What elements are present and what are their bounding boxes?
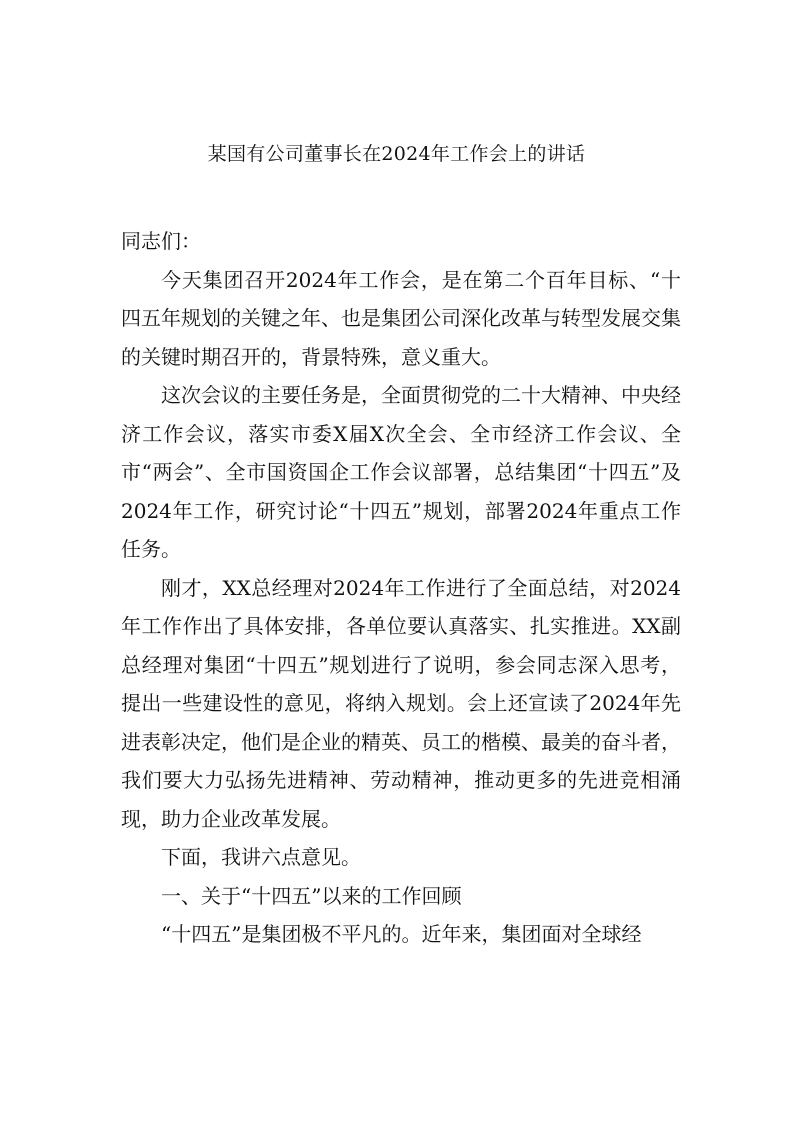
paragraph-section-1: “十四五”是集团极不平凡的。近年来，集团面对全球经	[161, 922, 642, 946]
paragraph-review: 刚才，XX总经理对2024年工作进行了全面总结，对2024年工作作出了具体安排，各单位要认真落实、扎实推进。XX副总经理对集团“十四五”规划进行了说明，参会同志深入思考，提出一些建设性的意见，将纳入规划。会上还宣读了2024年先进表彰决定，他们是企业的精英、员工的楷模、最美的奋斗者，我们要大力弘扬先进精神、劳动精神，推动更多的先进竞相涌现，助力企业改革发展。	[121, 575, 681, 831]
document-title: 某国有公司董事长在2024年工作会上的讲话	[207, 143, 586, 165]
section-heading-1: 一、关于“十四五”以来的工作回顾	[161, 883, 462, 908]
document-body	[121, 222, 681, 954]
salutation: 同志们：	[121, 229, 201, 253]
paragraph-main-tasks: 这次会议的主要任务是，全面贯彻党的二十大精神、中央经济工作会议，落实市委X届X次全会、全市经济工作会议、全市“两会”、全市国资国企工作会议部署，总结集团“十四五”及2024年工作，研究讨论“十四五”规划，部署2024年重点工作任务。	[121, 383, 681, 561]
paragraph-opening: 今天集团召开2024年工作会，是在第二个百年目标、“十四五年规划的关键之年、也是集团公司深化改革与转型发展交集的关键时期召开的，背景特殊，意义重大。	[121, 267, 681, 369]
paragraph-intro-points: 下面，我讲六点意见。	[161, 845, 361, 869]
